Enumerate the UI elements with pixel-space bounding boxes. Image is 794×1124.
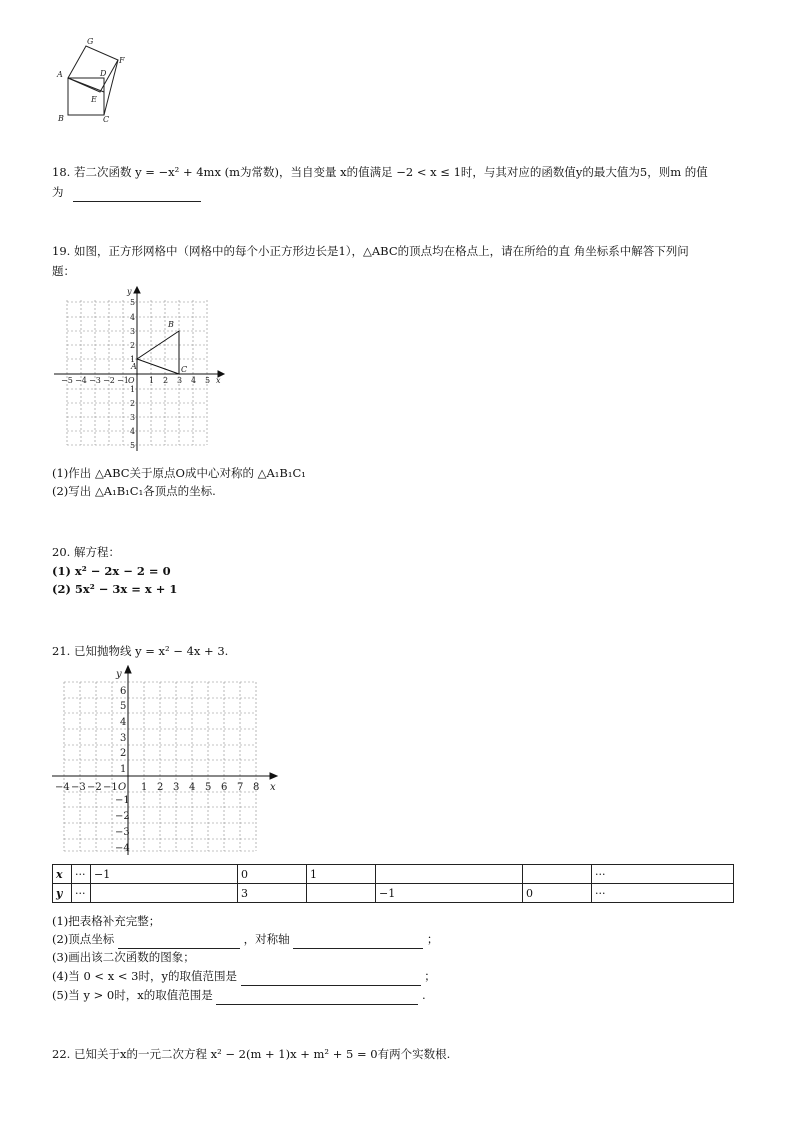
question-21-part5 xyxy=(52,985,426,1005)
table-cell[interactable] xyxy=(523,865,592,884)
x-tick: 4 xyxy=(189,782,196,793)
values-table xyxy=(52,864,734,903)
question-20-title: 解方程： xyxy=(73,545,120,559)
label-f: F xyxy=(119,56,125,65)
table-cell[interactable]: −1 xyxy=(376,884,523,903)
table-cell[interactable]: 1 xyxy=(307,865,376,884)
question-19-line1: 如图，正方形网格中（网格中的每个小正方形边长是1），△ABC的顶点均在格点上，请在所给的直 角坐标系中解答下列问 xyxy=(73,244,689,258)
table-cell: ··· xyxy=(72,865,91,884)
table-cell: ··· xyxy=(592,884,734,903)
equation-2: (2) 5x² − 3x = x + 1 xyxy=(52,582,178,596)
question-19 xyxy=(52,241,689,261)
part5-end: . xyxy=(422,988,426,1002)
y-tick: 3 xyxy=(120,733,127,744)
x-tick: −4 xyxy=(55,782,70,793)
range-y-blank[interactable] xyxy=(241,971,421,986)
y-axis-label: y xyxy=(116,669,122,680)
question-number: 21. xyxy=(52,644,71,658)
x-axis-label: x xyxy=(270,782,276,793)
question-number: 19. xyxy=(52,244,71,258)
table-cell[interactable] xyxy=(91,884,238,903)
table-cell[interactable]: 0 xyxy=(523,884,592,903)
question-22-text: 已知关于x的一元二次方程 x² − 2(m + 1)x + m² + 5 = 0有两个实数根. xyxy=(73,1047,451,1061)
part4-end: ； xyxy=(424,969,436,983)
y-tick: 3 xyxy=(130,413,136,422)
point-label-c: C xyxy=(181,365,188,374)
question-number: 18. xyxy=(52,165,71,179)
table-cell: ··· xyxy=(72,884,91,903)
question-19-part2: (2)写出 △A₁B₁C₁各顶点的坐标. xyxy=(52,484,216,498)
question-19-part1: (1)作出 △ABC关于原点O成中心对称的 △A₁B₁C₁ xyxy=(52,466,306,480)
x-tick: 2 xyxy=(163,376,169,385)
table-cell[interactable] xyxy=(376,865,523,884)
label-d: D xyxy=(100,69,107,78)
x-tick: 7 xyxy=(237,782,244,793)
square-abcd xyxy=(68,78,104,115)
x-tick: 5 xyxy=(205,782,212,793)
y-tick: −3 xyxy=(115,827,130,838)
question-21 xyxy=(52,641,228,661)
y-tick: 5 xyxy=(130,298,136,307)
y-tick: 2 xyxy=(120,748,127,759)
y-tick: −2 xyxy=(115,811,130,822)
origin-label: O xyxy=(118,782,127,793)
question-18-line2 xyxy=(52,182,201,202)
x-tick: −1 xyxy=(117,376,129,385)
y-axis-arrow xyxy=(125,666,131,673)
part2-axis-label: ，对称轴 xyxy=(243,932,290,946)
y-tick: 4 xyxy=(130,427,136,436)
triangle-abc xyxy=(137,331,179,374)
x-tick: −4 xyxy=(75,376,87,385)
x-tick: 1 xyxy=(149,376,155,385)
equation-1: (1) x² − 2x − 2 = 0 xyxy=(52,564,171,578)
point-label-b: B xyxy=(168,320,174,329)
x-tick: −3 xyxy=(89,376,101,385)
x-tick: 4 xyxy=(191,376,197,385)
y-tick: 5 xyxy=(130,441,136,450)
x-tick: −5 xyxy=(61,376,73,385)
table-cell[interactable]: 0 xyxy=(238,865,307,884)
x-tick: 3 xyxy=(177,376,183,385)
question-18-line1: 若二次函数 y = −x² + 4mx (m为常数)，当自变量 x的值满足 −2 < x ≤ 1时，与其对应的函数值y的最大值为5，则m 的值 xyxy=(73,165,708,179)
y-tick: 5 xyxy=(120,701,127,712)
question-20 xyxy=(52,542,120,562)
table-cell[interactable]: 3 xyxy=(238,884,307,903)
range-x-blank[interactable] xyxy=(216,990,418,1005)
y-tick: 2 xyxy=(130,399,136,408)
label-e: E xyxy=(91,95,97,104)
part5-label: (5)当 y > 0时，x的取值范围是 xyxy=(52,988,213,1002)
table-cell: ··· xyxy=(592,865,734,884)
y-tick: 4 xyxy=(120,717,127,728)
x-tick: 5 xyxy=(205,376,211,385)
x-tick: −1 xyxy=(103,782,118,793)
label-a: A xyxy=(57,70,63,79)
coordinate-grid-21 xyxy=(52,665,282,860)
part4-label: (4)当 0 < x < 3时，y的取值范围是 xyxy=(52,969,237,983)
label-c: C xyxy=(103,115,110,124)
y-axis-label: y xyxy=(127,287,132,296)
axis-blank[interactable] xyxy=(293,934,423,949)
y-tick: 4 xyxy=(130,313,136,322)
table-cell: y xyxy=(53,884,72,903)
question-21-part1: (1)把表格补充完整； xyxy=(52,914,161,928)
label-g: G xyxy=(87,37,94,46)
y-tick: 3 xyxy=(130,327,136,336)
x-tick: 3 xyxy=(173,782,180,793)
x-axis-label: x xyxy=(216,376,221,385)
y-tick: 6 xyxy=(120,686,127,697)
x-tick: −2 xyxy=(103,376,115,385)
y-axis-arrow xyxy=(134,287,140,293)
y-tick: 1 xyxy=(130,385,136,394)
question-21-part2 xyxy=(52,929,438,949)
question-number: 22. xyxy=(52,1047,71,1061)
table-cell: x xyxy=(53,865,72,884)
table-row-x xyxy=(53,865,734,884)
table-cell[interactable] xyxy=(307,884,376,903)
y-tick: −4 xyxy=(115,843,130,854)
x-tick: 1 xyxy=(141,782,148,793)
segment-ae xyxy=(68,78,104,92)
coordinate-grid-19 xyxy=(52,285,227,455)
x-tick: 2 xyxy=(157,782,164,793)
question-number: 20. xyxy=(52,545,71,559)
x-tick: −3 xyxy=(71,782,86,793)
y-tick: 1 xyxy=(120,764,127,775)
label-b: B xyxy=(58,114,64,123)
question-22 xyxy=(52,1044,450,1064)
point-label-a: A xyxy=(131,362,137,371)
grid-lines xyxy=(64,682,256,851)
question-19-line2: 题： xyxy=(52,264,75,278)
part2-end: ； xyxy=(426,932,439,946)
x-tick: 8 xyxy=(253,782,260,793)
y-tick: 1 xyxy=(130,355,136,364)
question-21-part3: (3)画出该二次函数的图象； xyxy=(52,950,195,964)
question-21-title: 已知抛物线 y = x² − 4x + 3. xyxy=(73,644,229,658)
part2-label: (2)顶点坐标 xyxy=(52,932,115,946)
origin-label: O xyxy=(128,376,135,385)
geometry-figure xyxy=(48,34,138,130)
question-18 xyxy=(52,162,708,182)
x-tick: 6 xyxy=(221,782,228,793)
question-21-part4 xyxy=(52,966,436,986)
x-tick: −2 xyxy=(87,782,102,793)
y-tick: 2 xyxy=(130,341,136,350)
square-agfe xyxy=(68,46,118,92)
x-axis-arrow xyxy=(270,773,277,779)
table-cell[interactable]: −1 xyxy=(91,865,238,884)
y-tick: −1 xyxy=(115,795,130,806)
answer-blank[interactable] xyxy=(73,187,201,202)
table-row-y xyxy=(53,884,734,903)
question-18-tail: 为 xyxy=(52,185,64,199)
